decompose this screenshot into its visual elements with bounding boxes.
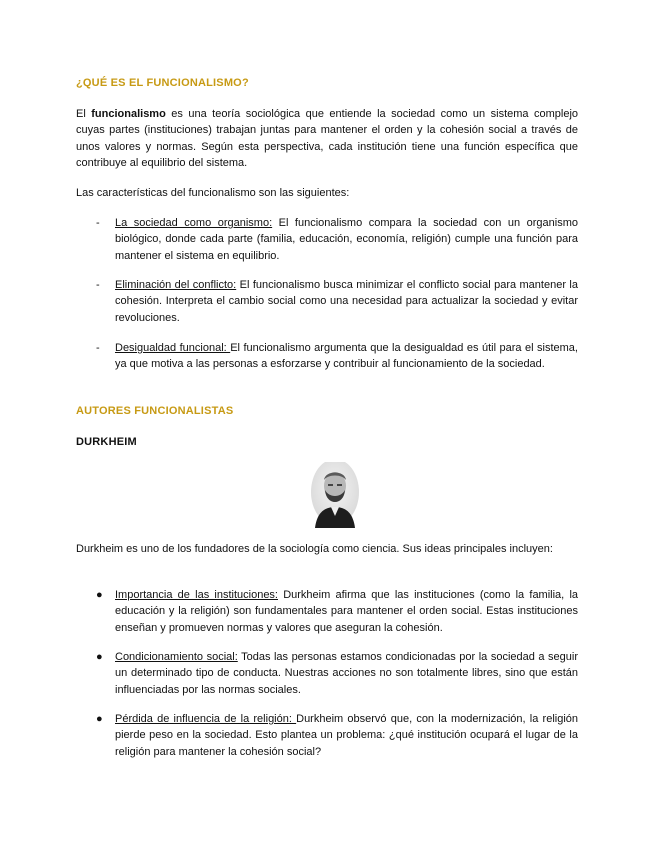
- author-intro-paragraph: [76, 541, 578, 557]
- intro-rest: es una teoría sociológica que entiende la sociedad como un sistema complejo cuyas partes (instituciones) trabajan juntas para mantener el orden y la cohesión social a través de unos valores y normas. Según esta perspectiva, cada institución tiene una función específica que contribuye al equilibrio del sistema.: [76, 108, 579, 170]
- durkheim-portrait-image: [311, 462, 359, 528]
- section-heading-funcionalismo: ¿QUÉ ES EL FUNCIONALISMO?: [76, 77, 249, 89]
- item-text: El funcionalismo busca minimizar el conflicto social para mantener la cohesión. Interpreta el cambio social como una necesidad para actualizar la sociedad y evitar revoluciones.: [115, 279, 578, 324]
- item-term: Pérdida de influencia de la religión:: [115, 713, 297, 725]
- list-item: [96, 711, 578, 760]
- characteristics-intro: [76, 185, 578, 201]
- author-intro-text: Durkheim es uno de los fundadores de la sociología como ciencia. Sus ideas principales incluyen:: [76, 543, 553, 555]
- section-heading-autores: AUTORES FUNCIONALISTAS: [76, 405, 234, 417]
- round-bullet: ●: [96, 713, 103, 725]
- intro-prefix: El: [76, 108, 92, 120]
- characteristics-intro-text: Las características del funcionalismo son las siguientes:: [76, 187, 350, 199]
- item-term: Desigualdad funcional:: [115, 342, 231, 354]
- dash-bullet: -: [96, 217, 100, 229]
- list-item: [96, 649, 578, 698]
- intro-bold-term: funcionalismo: [91, 108, 166, 120]
- list-item: [96, 215, 578, 264]
- round-bullet: ●: [96, 651, 103, 663]
- item-term: Importancia de las instituciones:: [115, 589, 278, 601]
- item-text: El funcionalismo compara la sociedad con un organismo biológico, donde cada parte (familia, educación, economía, religión) cumple una función para mantener el sistema en equilibrio.: [115, 217, 578, 262]
- item-text: Todas las personas estamos condicionadas por la sociedad a seguir un determinado tipo de conducta. Nuestras acciones no son totalmente libres, sino que están influenciadas por las normas sociales.: [115, 651, 578, 696]
- intro-paragraph: [76, 106, 578, 172]
- dash-bullet: -: [96, 342, 100, 354]
- item-term: La sociedad como organismo:: [115, 217, 273, 229]
- list-item: [96, 340, 578, 373]
- dash-bullet: -: [96, 279, 100, 291]
- list-item: [96, 587, 578, 636]
- item-text: El funcionalismo argumenta que la desigualdad es útil para el sistema, ya que motiva a las personas a esforzarse y contribuir al funcionamiento de la sociedad.: [115, 342, 578, 371]
- list-item: [96, 277, 578, 326]
- item-text: Durkheim afirma que las instituciones (como la familia, la educación y la religión) son fundamentales para mantener el orden social. Estas instituciones enseñan y promueven normas y valores que aseguran la cohesión.: [115, 589, 579, 634]
- author-name-heading: DURKHEIM: [76, 436, 137, 448]
- item-term: Eliminación del conflicto:: [115, 279, 237, 291]
- round-bullet: ●: [96, 589, 103, 601]
- item-text: Durkheim observó que, con la modernización, la religión pierde peso en la sociedad. Esto plantea un problema: ¿qué institución ocupará el lugar de la religión para mantener la cohesión social?: [115, 713, 579, 758]
- item-term: Condicionamiento social:: [115, 651, 238, 663]
